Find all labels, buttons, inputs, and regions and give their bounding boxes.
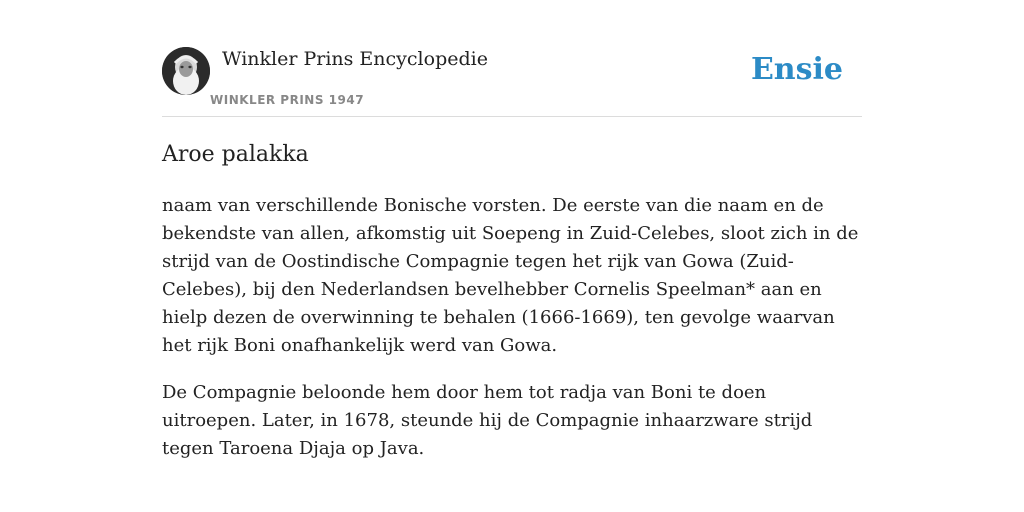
site-header — [162, 46, 862, 117]
edition-label: WINKLER PRINS 1947 — [210, 93, 365, 107]
site-name[interactable]: Winkler Prins Encyclopedie — [222, 48, 488, 70]
article-paragraph: naam van verschillende Bonische vorsten. De eerste van die naam en de bekendste van allen, afkomstig uit Soepeng in Zuid-Celebes, sloot zich in de strijd van de Oostindische Compagnie tegen het rijk van Gowa (Zuid-Celebes), bij den Nederlandsen bevelhebber Cornelis Speelman* aan en hielp dezen de overwinning te behalen (1666-1669), ten gevolge waarvan het rijk Boni onafhankelijk werd van Gowa. — [162, 195, 859, 356]
article-title: Aroe palakka — [162, 142, 309, 167]
article-body — [162, 192, 862, 482]
bearded-man-portrait-icon[interactable] — [162, 47, 210, 95]
brand-logo-link[interactable]: Ensie — [750, 52, 843, 87]
article-paragraph: De Compagnie beloonde hem door hem tot radja van Boni te doen uitroepen. Later, in 1678, steunde hij de Compagnie inhaarzware strijd tegen Taroena Djaja op Java. — [162, 382, 813, 459]
